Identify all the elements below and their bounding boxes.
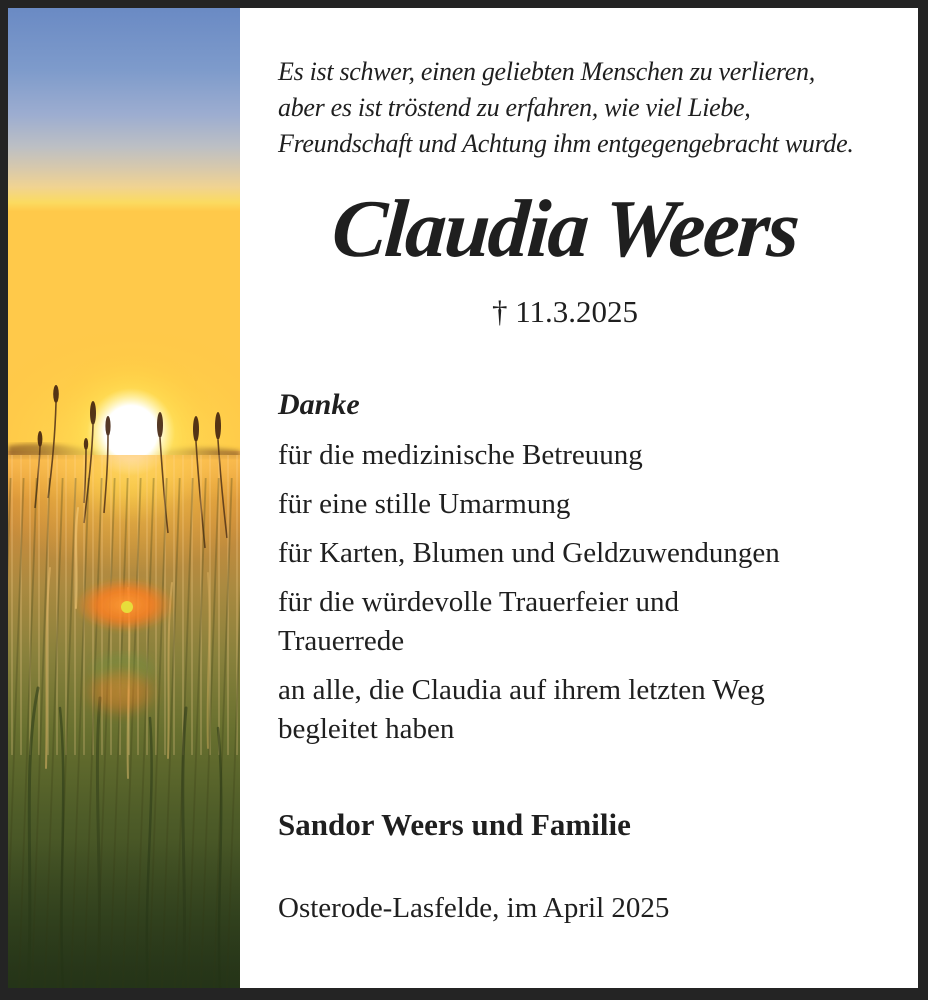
sunset-field-photo (8, 8, 240, 988)
thanks-heading: Danke (278, 388, 360, 422)
deceased-name: Claudia Weers (329, 183, 801, 274)
thanks-item: an alle, die Claudia auf ihrem letzten Weg begleitet haben (278, 674, 765, 746)
death-date: † 11.3.2025 (491, 294, 639, 330)
intro-line: Es ist schwer, einen geliebten Menschen zu verlieren, (278, 57, 815, 86)
thanks-item: für die medizinische Betreuung (278, 439, 643, 472)
intro-quote (278, 54, 852, 162)
bottom-vignette (8, 838, 240, 988)
intro-line: Freundschaft und Achtung ihm entgegengebracht wurde. (278, 129, 854, 158)
place-date-line: Osterode-Lasfelde, im April 2025 (278, 892, 670, 925)
intro-line: aber es ist tröstend zu erfahren, wie viel Liebe, (278, 93, 751, 122)
memorial-notice-card (8, 8, 918, 988)
notice-text-column (240, 8, 918, 988)
sunset-field-photo-art (8, 8, 240, 988)
thanks-item: für die würdevolle Trauerfeier und Trauerrede (278, 586, 680, 658)
name-block (278, 182, 852, 276)
thanks-item: für Karten, Blumen und Geldzuwendungen (278, 537, 780, 570)
signature: Sandor Weers und Familie (278, 807, 631, 843)
thanks-list (278, 436, 852, 749)
thanks-item: für eine stille Umarmung (278, 488, 571, 521)
